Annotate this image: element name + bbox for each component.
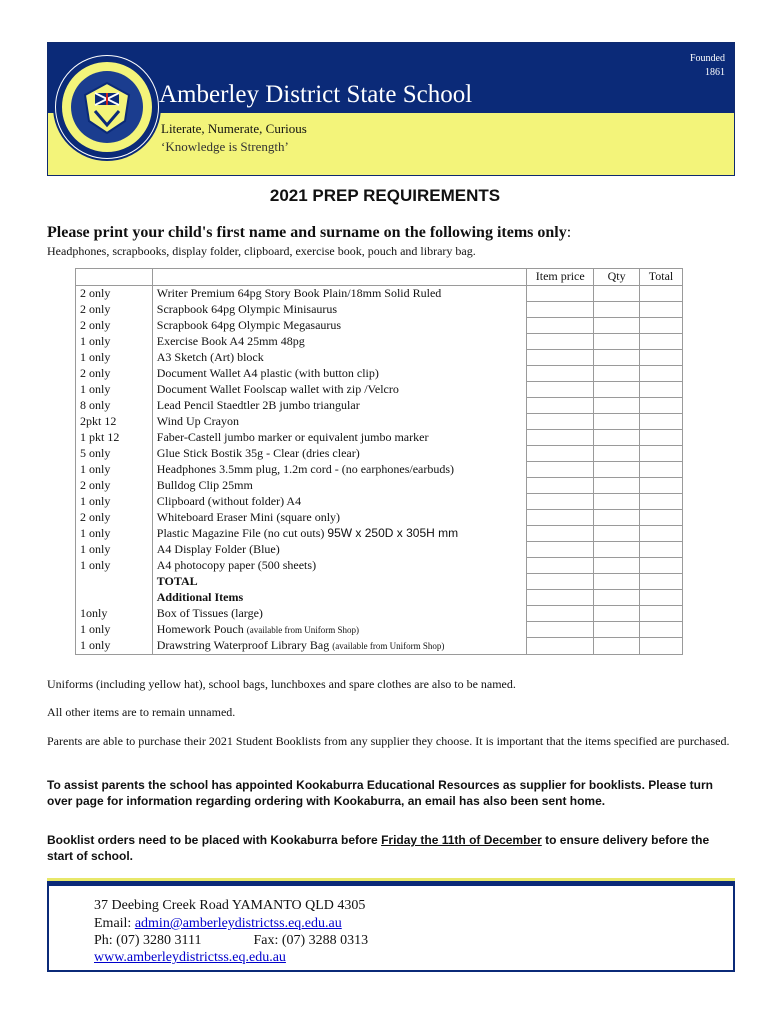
price-cell bbox=[527, 398, 594, 414]
qty-cell bbox=[594, 446, 640, 462]
table-row bbox=[76, 382, 683, 398]
table-row bbox=[76, 462, 683, 478]
row-item-text: Whiteboard Eraser Mini (square only) bbox=[156, 509, 341, 524]
requirements-table bbox=[75, 268, 683, 655]
row-item-note: (available from Uniform Shop) bbox=[332, 640, 445, 651]
qty-cell bbox=[594, 414, 640, 430]
qty-cell bbox=[594, 558, 640, 574]
qty-cell bbox=[594, 318, 640, 334]
table-row bbox=[76, 302, 683, 318]
founded-year: 1861 bbox=[705, 67, 725, 78]
row-item-note: (available from Uniform Shop) bbox=[246, 624, 359, 635]
price-cell bbox=[527, 334, 594, 350]
price-cell bbox=[527, 574, 594, 590]
row-quantity: 2 only bbox=[76, 302, 153, 318]
table-row bbox=[76, 510, 683, 526]
qty-cell bbox=[594, 462, 640, 478]
total-cell bbox=[640, 334, 683, 350]
price-cell bbox=[527, 542, 594, 558]
row-item-text: Glue Stick Bostik 35g - Clear (dries clear) bbox=[156, 445, 360, 460]
table-row-total bbox=[76, 574, 683, 590]
total-cell bbox=[640, 590, 683, 606]
qty-cell bbox=[594, 622, 640, 638]
table-row-additional bbox=[76, 590, 683, 606]
total-cell bbox=[640, 558, 683, 574]
row-item bbox=[152, 318, 527, 334]
founded-label: Founded bbox=[690, 53, 725, 64]
row-quantity: 1 only bbox=[76, 526, 153, 542]
table-row bbox=[76, 446, 683, 462]
row-quantity: 8 only bbox=[76, 398, 153, 414]
row-item bbox=[152, 494, 527, 510]
school-crest-logo bbox=[53, 53, 161, 161]
row-item-text: Homework Pouch bbox=[156, 621, 244, 636]
total-cell bbox=[640, 526, 683, 542]
row-quantity: 1 only bbox=[76, 622, 153, 638]
additional-rows bbox=[76, 606, 683, 655]
row-item bbox=[152, 542, 527, 558]
row-item-text: A4 Display Folder (Blue) bbox=[156, 541, 280, 556]
row-item-text: Writer Premium 64pg Story Book Plain/18mm Solid Ruled bbox=[156, 286, 442, 300]
row-quantity: 2pkt 12 bbox=[76, 414, 153, 430]
table-row bbox=[76, 366, 683, 382]
table-row bbox=[76, 286, 683, 302]
row-item-text: Document Wallet Foolscap wallet with zip /Velcro bbox=[156, 381, 399, 396]
row-quantity: 1 only bbox=[76, 542, 153, 558]
qty-cell bbox=[594, 350, 640, 366]
total-cell bbox=[640, 350, 683, 366]
qty-cell bbox=[594, 286, 640, 302]
row-item bbox=[152, 526, 527, 542]
document-title: 2021 PREP REQUIREMENTS bbox=[269, 186, 501, 205]
price-cell bbox=[527, 590, 594, 606]
price-cell bbox=[527, 558, 594, 574]
total-cell bbox=[640, 398, 683, 414]
price-cell bbox=[527, 606, 594, 622]
row-quantity: 1 pkt 12 bbox=[76, 430, 153, 446]
row-item-text: A3 Sketch (Art) block bbox=[156, 349, 264, 364]
row-quantity: 2 only bbox=[76, 478, 153, 494]
email-line bbox=[94, 916, 342, 932]
naming-instruction-text: Please print your child's first name and surname on the following items only bbox=[47, 224, 567, 241]
total-cell bbox=[640, 366, 683, 382]
total-cell bbox=[640, 494, 683, 510]
row-item-text: Headphones 3.5mm plug, 1.2m cord - (no earphones/earbuds) bbox=[156, 461, 455, 476]
row-quantity: 2 only bbox=[76, 366, 153, 382]
motto-line-2: ‘Knowledge is Strength’ bbox=[161, 139, 289, 154]
school-header bbox=[47, 42, 735, 176]
uniforms-note: Uniforms (including yellow hat), school bags, lunchboxes and spare clothes are also to be named. bbox=[47, 677, 516, 691]
table-row bbox=[76, 526, 683, 542]
qty-cell bbox=[594, 590, 640, 606]
row-item bbox=[152, 302, 527, 318]
total-cell bbox=[640, 414, 683, 430]
website-link[interactable]: www.amberleydistrictss.eq.edu.au bbox=[94, 950, 286, 965]
row-item-text: Drawstring Waterproof Library Bag bbox=[156, 637, 330, 652]
school-address: 37 Deebing Creek Road YAMANTO QLD 4305 bbox=[94, 898, 366, 913]
total-cell bbox=[640, 622, 683, 638]
qty-cell bbox=[594, 302, 640, 318]
qty-cell bbox=[594, 494, 640, 510]
requirements-rows bbox=[76, 286, 683, 574]
table-row bbox=[76, 350, 683, 366]
total-cell bbox=[640, 638, 683, 655]
purchase-note: Parents are able to purchase their 2021 Student Booklists from any supplier they choose. It is important that the items specified are purchased. bbox=[47, 734, 730, 748]
qty-cell bbox=[594, 430, 640, 446]
row-quantity: 5 only bbox=[76, 446, 153, 462]
row-item-text: Scrapbook 64pg Olympic Megasaurus bbox=[156, 317, 342, 332]
header-item-cell bbox=[152, 269, 527, 286]
row-item-text: Exercise Book A4 25mm 48pg bbox=[156, 333, 305, 348]
qty-cell bbox=[594, 526, 640, 542]
price-cell bbox=[527, 318, 594, 334]
additional-row bbox=[76, 638, 683, 655]
phone-line bbox=[94, 933, 368, 949]
table-row bbox=[76, 494, 683, 510]
row-item-text: Clipboard (without folder) A4 bbox=[156, 493, 302, 508]
header-item-price: Item price bbox=[527, 269, 594, 286]
row-quantity: 1 only bbox=[76, 334, 153, 350]
row-item bbox=[152, 382, 527, 398]
naming-instruction bbox=[47, 224, 571, 242]
kookaburra-note: To assist parents the school has appointed Kookaburra Educational Resources as supplier for booklists. Please turn over page for information regarding ordering with Kookaburra, an email has also been sent home. bbox=[47, 778, 713, 808]
row-quantity: 1 only bbox=[76, 558, 153, 574]
quantity-cell bbox=[76, 574, 153, 590]
website-line bbox=[94, 950, 286, 966]
naming-instruction-colon: : bbox=[566, 224, 572, 241]
price-cell bbox=[527, 494, 594, 510]
row-item bbox=[152, 446, 527, 462]
price-cell bbox=[527, 462, 594, 478]
total-cell bbox=[640, 286, 683, 302]
price-cell bbox=[527, 350, 594, 366]
fax-number: Fax: (07) 3288 0313 bbox=[253, 933, 369, 948]
deadline-note bbox=[47, 832, 737, 864]
price-cell bbox=[527, 622, 594, 638]
price-cell bbox=[527, 302, 594, 318]
row-item bbox=[152, 478, 527, 494]
row-quantity: 1 only bbox=[76, 494, 153, 510]
total-cell bbox=[640, 446, 683, 462]
deadline-date: Friday the 11th of December bbox=[381, 833, 542, 847]
price-cell bbox=[527, 478, 594, 494]
row-quantity: 2 only bbox=[76, 510, 153, 526]
qty-cell bbox=[594, 382, 640, 398]
row-item bbox=[152, 398, 527, 414]
deadline-post: to ensure delivery before the start of school. bbox=[47, 833, 710, 863]
price-cell bbox=[527, 382, 594, 398]
qty-cell bbox=[594, 574, 640, 590]
table-row bbox=[76, 414, 683, 430]
price-cell bbox=[527, 446, 594, 462]
additional-row bbox=[76, 606, 683, 622]
school-crest-icon bbox=[55, 55, 159, 159]
price-cell bbox=[527, 510, 594, 526]
total-cell bbox=[640, 574, 683, 590]
row-quantity: 1 only bbox=[76, 382, 153, 398]
row-item-text: Box of Tissues (large) bbox=[156, 605, 263, 620]
additional-row bbox=[76, 622, 683, 638]
qty-cell bbox=[594, 334, 640, 350]
total-cell bbox=[640, 382, 683, 398]
email-link[interactable]: admin@amberleydistrictss.eq.edu.au bbox=[134, 916, 342, 931]
table-row bbox=[76, 318, 683, 334]
table-header-row bbox=[76, 269, 683, 286]
row-item-text: Plastic Magazine File (no cut outs) bbox=[156, 525, 325, 540]
qty-cell bbox=[594, 478, 640, 494]
price-cell bbox=[527, 638, 594, 655]
row-quantity: 1 only bbox=[76, 462, 153, 478]
motto-line-1: Literate, Numerate, Curious bbox=[161, 121, 307, 136]
row-quantity: 2 only bbox=[76, 318, 153, 334]
qty-cell bbox=[594, 542, 640, 558]
table-row bbox=[76, 334, 683, 350]
row-item bbox=[152, 606, 527, 622]
row-item bbox=[152, 414, 527, 430]
table-row bbox=[76, 478, 683, 494]
founded-note bbox=[690, 52, 725, 80]
qty-cell bbox=[594, 606, 640, 622]
qty-cell bbox=[594, 398, 640, 414]
header-quantity-cell bbox=[76, 269, 153, 286]
table-row bbox=[76, 558, 683, 574]
row-item bbox=[152, 510, 527, 526]
row-item-text: Bulldog Clip 25mm bbox=[156, 477, 253, 492]
named-items-list: Headphones, scrapbooks, display folder, clipboard, exercise book, pouch and library bag. bbox=[47, 244, 476, 258]
price-cell bbox=[527, 430, 594, 446]
contact-footer bbox=[47, 881, 735, 972]
row-item-text: Faber-Castell jumbo marker or equivalent jumbo marker bbox=[156, 429, 429, 444]
price-cell bbox=[527, 526, 594, 542]
qty-cell bbox=[594, 638, 640, 655]
row-item-text: Lead Pencil Staedtler 2B jumbo triangular bbox=[156, 397, 360, 412]
school-name: Amberley District State School bbox=[159, 81, 473, 108]
row-item bbox=[152, 558, 527, 574]
total-cell bbox=[640, 478, 683, 494]
row-item bbox=[152, 350, 527, 366]
row-item bbox=[152, 286, 527, 302]
price-cell bbox=[527, 414, 594, 430]
price-cell bbox=[527, 286, 594, 302]
row-quantity: 2 only bbox=[76, 286, 153, 302]
row-quantity: 1only bbox=[76, 606, 153, 622]
row-quantity: 1 only bbox=[76, 350, 153, 366]
table-row bbox=[76, 430, 683, 446]
unnamed-note: All other items are to remain unnamed. bbox=[47, 705, 236, 719]
row-item-text: Wind Up Crayon bbox=[156, 413, 239, 428]
price-cell bbox=[527, 366, 594, 382]
quantity-cell bbox=[76, 590, 153, 606]
deadline-pre: Booklist orders need to be placed with Kookaburra before bbox=[47, 833, 382, 847]
row-item-text: A4 photocopy paper (500 sheets) bbox=[156, 557, 317, 572]
header-total: Total bbox=[640, 269, 683, 286]
row-item bbox=[152, 622, 527, 638]
total-cell bbox=[640, 462, 683, 478]
total-cell bbox=[640, 430, 683, 446]
header-qty: Qty bbox=[594, 269, 640, 286]
row-item bbox=[152, 366, 527, 382]
total-cell bbox=[640, 318, 683, 334]
total-label: TOTAL bbox=[152, 574, 527, 590]
total-cell bbox=[640, 606, 683, 622]
email-label: Email: bbox=[94, 916, 135, 931]
row-quantity: 1 only bbox=[76, 638, 153, 655]
qty-cell bbox=[594, 366, 640, 382]
row-item bbox=[152, 334, 527, 350]
qty-cell bbox=[594, 510, 640, 526]
table-row bbox=[76, 542, 683, 558]
row-item-dimensions: 95W x 250D x 305H mm bbox=[327, 525, 459, 540]
additional-items-label: Additional Items bbox=[152, 590, 527, 606]
total-cell bbox=[640, 510, 683, 526]
phone-number: Ph: (07) 3280 3111 bbox=[94, 933, 202, 948]
row-item bbox=[152, 462, 527, 478]
row-item-text: Scrapbook 64pg Olympic Minisaurus bbox=[156, 301, 338, 316]
row-item-text: Document Wallet A4 plastic (with button clip) bbox=[156, 365, 379, 380]
row-item bbox=[152, 638, 527, 655]
total-cell bbox=[640, 542, 683, 558]
table-row bbox=[76, 398, 683, 414]
total-cell bbox=[640, 302, 683, 318]
row-item bbox=[152, 430, 527, 446]
